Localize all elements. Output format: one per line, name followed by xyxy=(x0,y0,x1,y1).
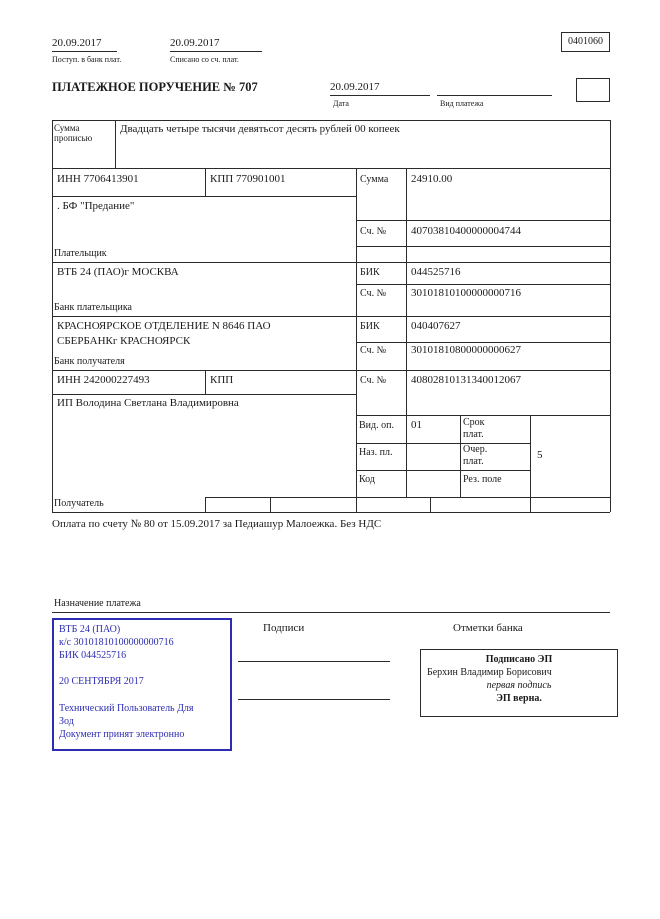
grid-line xyxy=(205,497,610,498)
grid-line xyxy=(52,316,610,317)
payment-kind-box xyxy=(576,78,610,102)
debited-date-underline xyxy=(170,51,262,52)
payment-kind-underline xyxy=(437,95,552,96)
beneficiary-account-label: Сч. № xyxy=(360,375,387,386)
beneficiary-bank-account-label: Сч. № xyxy=(360,345,387,356)
payment-kind-label: Вид платежа xyxy=(440,99,484,108)
beneficiary-inn: ИНН 242000227493 xyxy=(57,374,150,386)
grid-line xyxy=(356,168,357,512)
payer-bank-name: ВТБ 24 (ПАО)г МОСКВА xyxy=(57,266,179,278)
grid-line xyxy=(205,497,206,512)
ep-stamp-signer: Берхин Владимир Борисович xyxy=(427,667,552,678)
grid-line xyxy=(270,497,271,512)
amount-words-label: Сумма прописью xyxy=(54,123,93,144)
document-date-underline xyxy=(330,95,430,96)
grid-line xyxy=(52,120,610,121)
payer-bank-section-label: Банк плательщика xyxy=(54,302,132,313)
electronic-signature-stamp xyxy=(420,649,618,717)
payer-account-label: Сч. № xyxy=(360,226,387,237)
grid-line xyxy=(356,246,610,247)
received-date-label: Поступ. в банк плат. xyxy=(52,55,122,64)
signature-line xyxy=(238,661,390,662)
received-date: 20.09.2017 xyxy=(52,37,102,49)
beneficiary-bank-account: 30101810800000000627 xyxy=(411,344,521,356)
payer-name: . БФ "Предание" xyxy=(57,200,135,212)
beneficiary-bank-bik-label: БИК xyxy=(360,321,380,332)
grid-line xyxy=(356,220,610,221)
beneficiary-kpp-label: КПП xyxy=(210,374,234,386)
document-title: ПЛАТЕЖНОЕ ПОРУЧЕНИЕ № 707 xyxy=(52,80,258,94)
signatures-label: Подписи xyxy=(263,622,305,634)
op-kind-label: Вид. оп. xyxy=(359,420,394,431)
beneficiary-account: 40802810131340012067 xyxy=(411,374,521,386)
form-code-box: 0401060 xyxy=(561,32,610,52)
stamp-operator-line2: Зод xyxy=(59,715,74,727)
priority-label: Очер. плат. xyxy=(463,444,488,467)
purpose-text: Оплата по счету № 80 от 15.09.2017 за Педиашур Малоежка. Без НДС xyxy=(52,518,382,530)
grid-line xyxy=(52,196,356,197)
grid-line xyxy=(52,394,356,395)
grid-line xyxy=(356,415,610,416)
payer-bank-account: 30101810100000000716 xyxy=(411,287,521,299)
beneficiary-bank-section-label: Банк получателя xyxy=(54,356,125,367)
purpose-code-label: Наз. пл. xyxy=(359,447,393,458)
bank-acceptance-stamp xyxy=(52,618,232,751)
grid-line xyxy=(356,470,530,471)
purpose-section-label: Назначение платежа xyxy=(54,598,141,609)
received-date-underline xyxy=(52,51,117,52)
grid-line xyxy=(406,168,407,497)
stamp-bank-name: ВТБ 24 (ПАО) xyxy=(59,624,121,635)
op-kind-value: 01 xyxy=(411,419,422,431)
payer-bank-bik-label: БИК xyxy=(360,267,380,278)
grid-line xyxy=(52,370,610,371)
beneficiary-bank-name-line2: СБЕРБАНКг КРАСНОЯРСК xyxy=(57,335,191,347)
grid-line xyxy=(52,512,610,513)
grid-line xyxy=(52,168,610,169)
grid-line xyxy=(205,370,206,394)
grid-line xyxy=(430,497,431,512)
payer-bank-bik: 044525716 xyxy=(411,266,461,278)
grid-line xyxy=(205,168,206,196)
beneficiary-bank-bik: 040407627 xyxy=(411,320,461,332)
beneficiary-bank-name-line1: КРАСНОЯРСКОЕ ОТДЕЛЕНИЕ N 8646 ПАО xyxy=(57,320,271,332)
ep-stamp-title: Подписано ЭП xyxy=(485,654,553,665)
priority-value: 5 xyxy=(537,449,543,461)
signature-line xyxy=(238,699,390,700)
amount-words-value: Двадцать четыре тысячи девятьсот десять рублей 00 копеек xyxy=(120,123,400,135)
payer-kpp: КПП 770901001 xyxy=(210,173,286,185)
grid-line xyxy=(356,284,610,285)
code-label: Код xyxy=(359,474,375,485)
payer-bank-account-label: Сч. № xyxy=(360,288,387,299)
document-date: 20.09.2017 xyxy=(330,81,380,93)
beneficiary-name: ИП Володина Светлана Владимировна xyxy=(57,397,239,409)
grid-line xyxy=(610,120,611,512)
grid-line xyxy=(460,415,461,497)
payer-inn: ИНН 7706413901 xyxy=(57,173,139,185)
grid-line xyxy=(52,612,610,613)
stamp-date: 20 СЕНТЯБРЯ 2017 xyxy=(59,675,144,687)
debited-date-label: Списано со сч. плат. xyxy=(170,55,239,64)
grid-line xyxy=(115,120,116,168)
grid-line xyxy=(52,120,53,512)
payer-section-label: Плательщик xyxy=(54,248,107,259)
stamp-status: Документ принят электронно xyxy=(59,729,185,741)
reserve-field-label: Рез. поле xyxy=(463,474,502,485)
document-date-label: Дата xyxy=(333,99,349,108)
pay-term-label: Срок плат. xyxy=(463,417,485,440)
amount-value: 24910.00 xyxy=(411,173,453,185)
grid-line xyxy=(530,415,531,512)
stamp-corr-account: к/с 30101810100000000716 xyxy=(59,637,174,649)
bank-marks-label: Отметки банка xyxy=(453,622,523,634)
grid-line xyxy=(52,262,610,263)
payer-account: 40703810400000004744 xyxy=(411,225,521,237)
stamp-operator-line1: Технический Пользователь Для xyxy=(59,702,194,714)
ep-stamp-verdict: ЭП верна. xyxy=(496,693,542,704)
beneficiary-section-label: Получатель xyxy=(54,498,104,509)
grid-line xyxy=(356,342,610,343)
stamp-bik: БИК 044525716 xyxy=(59,650,127,662)
ep-stamp-note: первая подпись xyxy=(486,680,552,691)
amount-label: Сумма xyxy=(360,174,389,185)
debited-date: 20.09.2017 xyxy=(170,37,220,49)
